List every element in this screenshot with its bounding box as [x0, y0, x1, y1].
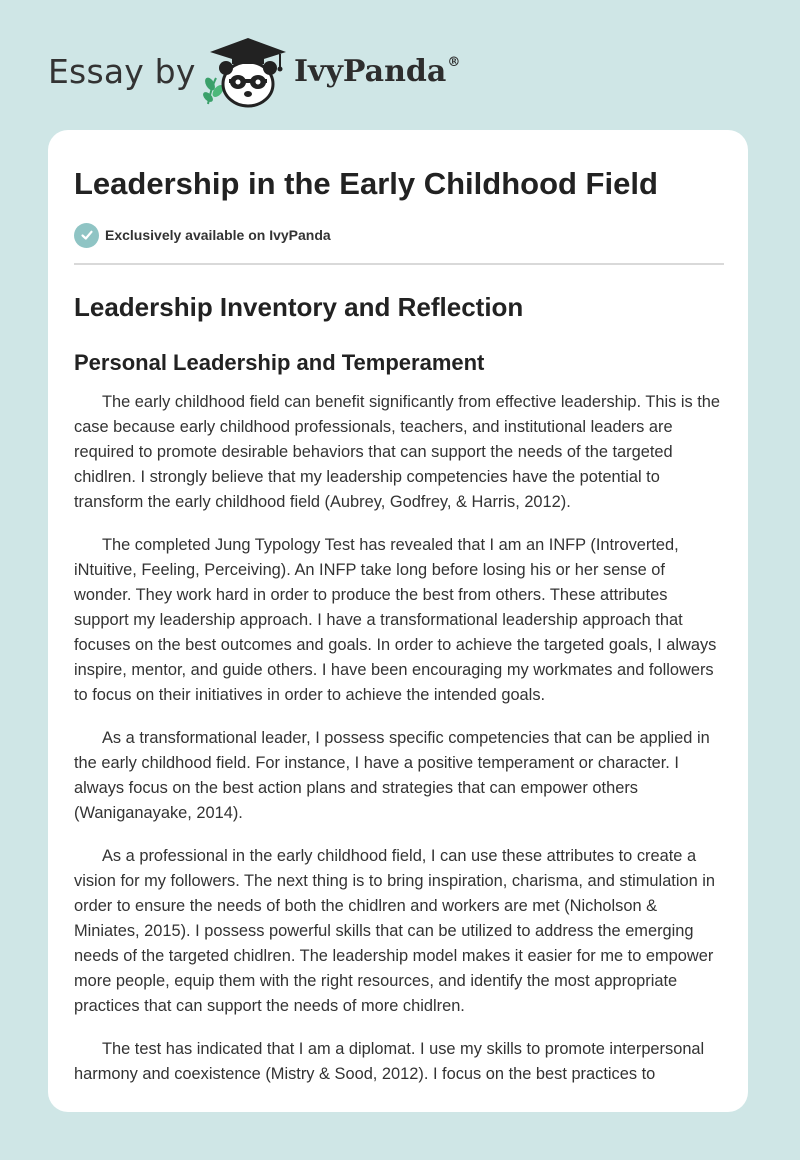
- brand-name[interactable]: IvyPanda®: [294, 54, 461, 89]
- paragraph: The test has indicated that I am a diplomat. I use my skills to promote interpersonal harmony and coexistence (Mistry & Sood, 2012). I focus on the best practices to: [74, 1040, 705, 1083]
- paragraph: The completed Jung Typology Test has revealed that I am an INFP (Introverted, iNtuitive, Feeling, Perceiving). An INFP take long before losing his or her sense of wonder. They work hard in order to produce the best from others. These attributes support my leadership approach. I have a transformational leadership approach that focuses on the best outcomes and goals. In order to achieve the targeted goals, I always inspire, mentor, and guide others. I have been encouraging my workmates and followers to focus on their initiatives in order to achieve the intended goals.: [74, 536, 717, 704]
- brand-header: [48, 34, 508, 110]
- exclusive-badge: [74, 222, 724, 248]
- page-title: Leadership in the Early Childhood Field: [74, 166, 658, 201]
- paragraph: As a transformational leader, I possess specific competencies that can be applied in the early childhood field. For instance, I have a positive temperament or character. I always focus on the best action plans and strategies that can empower others (Waniganayake, 2014).: [74, 729, 710, 822]
- divider: [74, 263, 724, 265]
- section-heading: Leadership Inventory and Reflection: [74, 292, 524, 322]
- paragraph: As a professional in the early childhood field, I can use these attributes to create a vision for my followers. The next thing is to bring inspiration, charisma, and stimulation in order to ensure the needs of both the chidlren and workers are met (Nicholson & Miniates, 2015). I possess powerful skills that can be utilized to address the emerging needs of the targeted chidlren. The leadership model makes it easier for me to empower more people, equip them with the right resources, and identify the most appropriate practices that can support the needs of more chidlren.: [74, 847, 716, 1015]
- badge-text: Exclusively available on IvyPanda: [105, 227, 331, 243]
- essay-content: [74, 130, 724, 1087]
- essay-card: [48, 130, 748, 1112]
- check-icon: [74, 223, 99, 248]
- registered-mark: ®: [447, 55, 461, 70]
- panda-graduate-icon[interactable]: [198, 34, 298, 110]
- subsection-heading: Personal Leadership and Temperament: [74, 350, 485, 375]
- paragraph: The early childhood field can benefit significantly from effective leadership. This is the case because early childhood professionals, teachers, and institutional leaders are required to promote desirable behaviors that can support the needs of the targeted chidlren. I strongly believe that my leadership competencies have the potential to transform the early childhood field (Aubrey, Godfrey, & Harris, 2012).: [74, 393, 721, 511]
- brand-prefix: Essay by: [48, 52, 196, 91]
